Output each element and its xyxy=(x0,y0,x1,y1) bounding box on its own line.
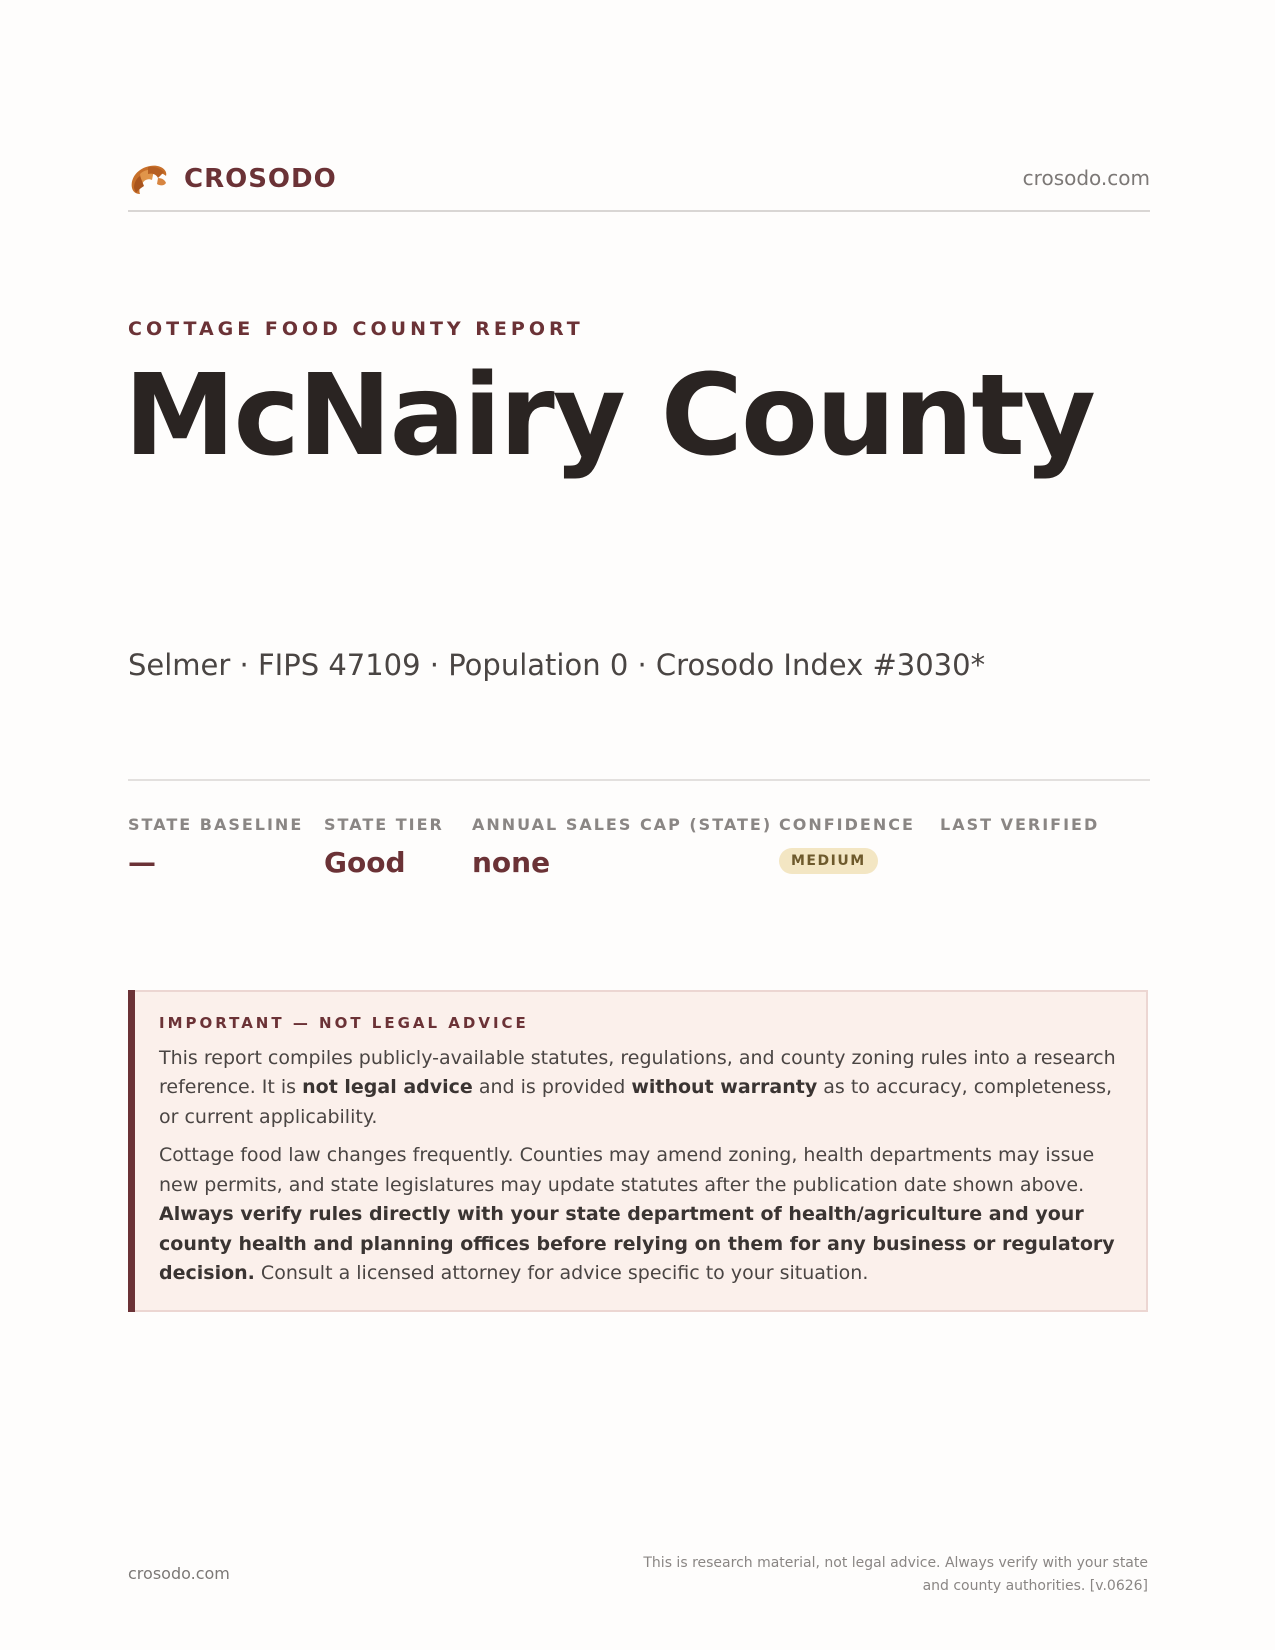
brand-logo[interactable] xyxy=(128,158,337,200)
stat-state-tier xyxy=(324,815,444,879)
confidence-badge: MEDIUM xyxy=(779,848,878,874)
stat-last-verified xyxy=(940,815,1099,846)
stat-value: none xyxy=(472,846,551,879)
brand-name: CROSODO xyxy=(184,164,337,194)
stat-label: STATE TIER xyxy=(324,815,444,834)
stat-confidence xyxy=(779,815,915,874)
stat-label: CONFIDENCE xyxy=(779,815,915,834)
page-header xyxy=(128,158,1150,212)
stat-annual-sales-cap xyxy=(472,815,772,879)
footer-disclaimer-line: and county authorities. [v.0626] xyxy=(922,1578,1148,1595)
page-title: McNairy County xyxy=(124,351,1094,481)
site-domain-link[interactable]: crosodo.com xyxy=(1022,166,1150,190)
notice-paragraph-1: This report compiles publicly-available statutes, regulations, and county zoning rules into a research reference. It is not legal advice and is provided without warranty as to accuracy, completeness, or current applicability. xyxy=(159,1047,1116,1128)
stat-label: LAST VERIFIED xyxy=(940,815,1100,834)
notice-heading: IMPORTANT — NOT LEGAL ADVICE xyxy=(159,1014,529,1032)
stat-state-baseline xyxy=(128,815,303,879)
county-summary-line: Selmer · FIPS 47109 · Population 0 · Crosodo Index #3030* xyxy=(128,648,986,682)
report-eyebrow: COTTAGE FOOD COUNTY REPORT xyxy=(128,318,584,340)
stat-value: — xyxy=(128,846,156,879)
footer-disclaimer-line: This is research material, not legal advice. Always verify with your state xyxy=(643,1555,1148,1571)
legal-notice-box xyxy=(128,990,1148,1312)
stat-label: STATE BASELINE xyxy=(128,815,304,834)
notice-paragraph-2: Cottage food law changes frequently. Counties may amend zoning, health departments may issue new permits, and state legislatures may update statutes after the publication date shown above. Always verify rules directly with your state department of health/agriculture and your county health and planning offices before relying on them for any business or regulatory decision. Consult a licensed attorney for advice specific to your situation. xyxy=(159,1144,1115,1285)
footer-disclaimer xyxy=(588,1552,1148,1598)
stat-label: ANNUAL SALES CAP (STATE) xyxy=(472,815,773,834)
section-divider xyxy=(128,779,1150,781)
footer-domain-link[interactable]: crosodo.com xyxy=(128,1564,230,1583)
stat-value: Good xyxy=(324,846,406,879)
croissant-icon xyxy=(128,158,170,200)
notice-accent-bar xyxy=(128,990,135,1312)
